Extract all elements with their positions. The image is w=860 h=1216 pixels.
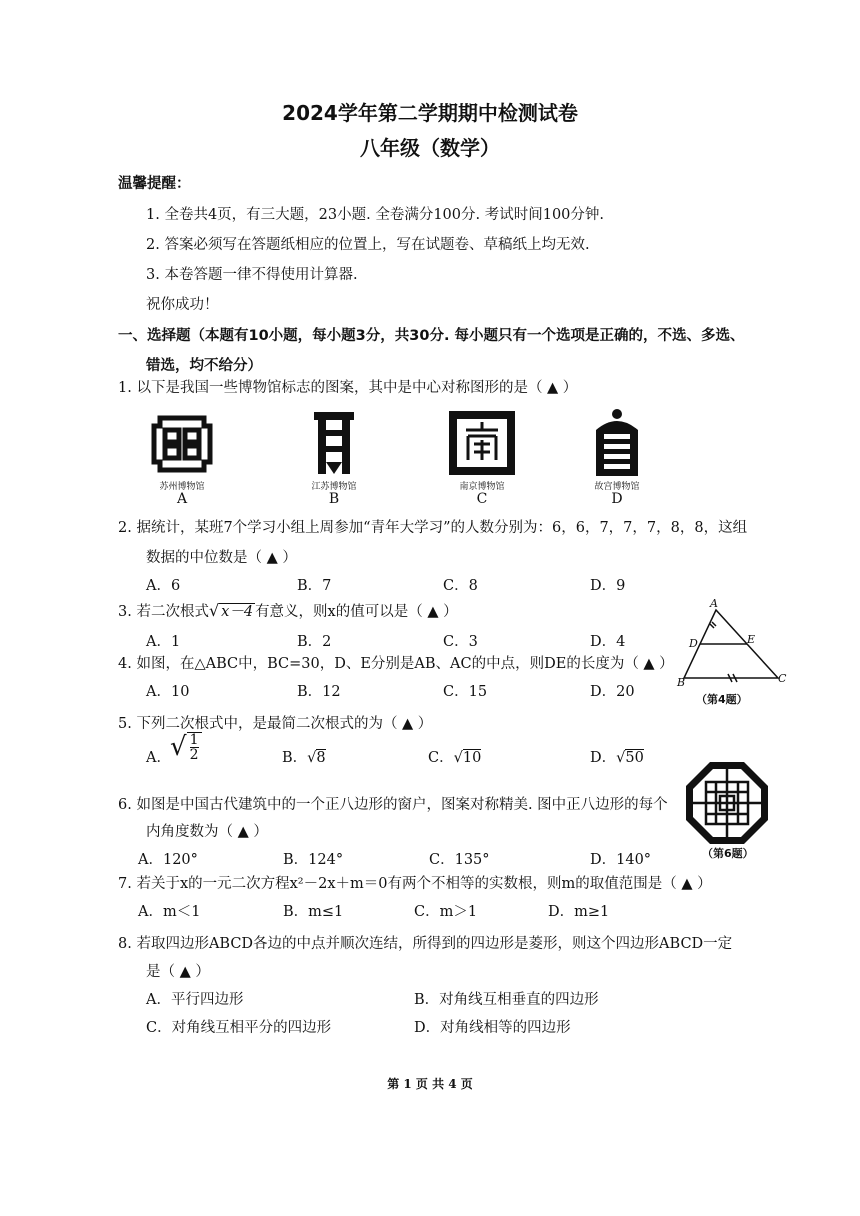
question-3-stem bbox=[118, 600, 458, 621]
option-d: D．20 bbox=[590, 684, 635, 700]
logo-caption: 苏州博物馆 bbox=[159, 482, 205, 492]
option-a: A．1 bbox=[146, 634, 181, 650]
option-d: D．140° bbox=[590, 852, 652, 868]
logo-letter: C bbox=[476, 491, 488, 507]
option-d-label: D． bbox=[590, 750, 617, 766]
option-c: C．√10 bbox=[428, 750, 482, 766]
question-1-stem: 1. 以下是我国一些博物馆标志的图案，其中是中心对称图形的是（ ▲ ） bbox=[118, 380, 578, 396]
stem-post: 有意义，则x的值可以是（ ▲ ） bbox=[255, 604, 458, 620]
suzhou-museum-logo-icon bbox=[148, 412, 216, 476]
option-c: C．m＞1 bbox=[414, 904, 478, 920]
option-b: B．12 bbox=[297, 684, 341, 700]
question-5-stem: 5. 下列二次根式中，是最简二次根式的为（ ▲ ） bbox=[118, 716, 433, 732]
triangle-figure bbox=[670, 596, 790, 704]
logo-caption: 南京博物馆 bbox=[459, 482, 505, 492]
radicand: 10 bbox=[462, 750, 482, 766]
radicand: x－4 bbox=[221, 604, 254, 620]
fraction-denominator: 2 bbox=[189, 747, 199, 763]
logo-letter: A bbox=[176, 491, 188, 507]
radicand: 8 bbox=[316, 750, 326, 766]
figure-6-caption: （第6题） bbox=[702, 847, 754, 860]
nanjing-museum-logo-icon bbox=[448, 410, 516, 476]
logo-letter: D bbox=[611, 491, 623, 507]
figure-4-caption: （第4题） bbox=[696, 693, 748, 706]
exam-subtitle: 八年级（数学） bbox=[360, 136, 500, 160]
exam-title: 2024学年第二学期期中检测试卷 bbox=[282, 101, 578, 125]
tip-item: 2. 答案必须写在答题纸相应的位置上，写在试题卷、草稿纸上均无效. bbox=[146, 237, 590, 253]
palace-museum-logo-icon bbox=[592, 408, 642, 478]
option-b: B．124° bbox=[283, 852, 344, 868]
option-d: D．4 bbox=[590, 634, 626, 650]
point-d-label: D bbox=[689, 637, 698, 650]
question-6-stem: 6. 如图是中国古代建筑中的一个正八边形的窗户，图案对称精美. 图中正八边形的每个 bbox=[118, 797, 668, 813]
point-c-label: C bbox=[778, 672, 787, 685]
option-a: A．m＜1 bbox=[138, 904, 201, 920]
point-a-label: A bbox=[710, 597, 718, 610]
sqrt-sign: √ bbox=[170, 732, 187, 762]
option-b: B．对角线互相垂直的四边形 bbox=[414, 992, 599, 1008]
logo-letter: B bbox=[328, 491, 340, 507]
logo-caption: 故宫博物馆 bbox=[594, 482, 640, 492]
option-c: C．对角线互相平分的四边形 bbox=[146, 1020, 332, 1036]
option-c-label: C． bbox=[428, 750, 454, 766]
logo-caption: 江苏博物馆 bbox=[311, 482, 357, 492]
option-b: B．m≤1 bbox=[283, 904, 344, 920]
tips-heading: 温馨提醒： bbox=[118, 176, 191, 192]
section-heading: 一、选择题（本题有10小题，每小题3分，共30分. 每小题只有一个选项是正确的，不选、多选、 bbox=[118, 328, 745, 344]
sqrt-sign: √ bbox=[208, 601, 220, 620]
option-c: C．3 bbox=[443, 634, 478, 650]
option-c: C．15 bbox=[443, 684, 488, 700]
tip-item: 1. 全卷共4页，有三大题，23小题. 全卷满分100分. 考试时间100分钟. bbox=[146, 207, 605, 223]
option-d: D．m≥1 bbox=[548, 904, 610, 920]
question-4-stem: 4. 如图，在△ABC中，BC=30，D、E分别是AB、AC的中点，则DE的长度为（ ▲ ） bbox=[118, 656, 674, 672]
question-8-stem-cont: 是（ ▲ ） bbox=[146, 964, 210, 980]
option-a-value bbox=[170, 732, 202, 762]
question-6-stem-cont: 内角度数为（ ▲ ） bbox=[146, 824, 268, 840]
option-b: B．2 bbox=[297, 634, 332, 650]
radicand: 50 bbox=[625, 750, 644, 766]
option-a: A．平行四边形 bbox=[146, 992, 244, 1008]
option-a: A．6 bbox=[146, 578, 181, 594]
jiangsu-museum-logo-icon bbox=[312, 410, 356, 478]
question-7-stem: 7. 若关于x的一元二次方程x²－2x＋m＝0有两个不相等的实数根，则m的取值范围是（ ▲ ） bbox=[118, 876, 712, 892]
option-a: A．120° bbox=[138, 852, 198, 868]
option-b-label: B． bbox=[282, 750, 308, 766]
question-8-stem: 8. 若取四边形ABCD各边的中点并顺次连结，所得到的四边形是菱形，则这个四边形ABCD一定 bbox=[118, 936, 733, 952]
option-b: B．√8 bbox=[282, 750, 326, 766]
option-d: D．9 bbox=[590, 578, 626, 594]
option-d: D．√50 bbox=[590, 750, 644, 766]
page-number: 第 1 页 共 4 页 bbox=[387, 1077, 473, 1091]
fraction-numerator: 1 bbox=[189, 732, 199, 748]
option-d: D．对角线相等的四边形 bbox=[414, 1020, 571, 1036]
octagon-window-figure bbox=[684, 760, 770, 846]
question-2-stem: 2. 据统计，某班7个学习小组上周参加“青年大学习”的人数分别为：6，6，7，7，7，8，8，这组 bbox=[118, 520, 748, 536]
point-b-label: B bbox=[677, 676, 686, 689]
fraction bbox=[187, 732, 202, 762]
tip-item: 3. 本卷答题一律不得使用计算器. bbox=[146, 267, 358, 283]
option-c: C．135° bbox=[429, 852, 490, 868]
stem-pre: 3. 若二次根式 bbox=[118, 604, 209, 620]
question-2-stem-cont: 数据的中位数是（ ▲ ） bbox=[146, 550, 297, 566]
tips-wish: 祝你成功！ bbox=[146, 297, 219, 313]
option-a: A．10 bbox=[146, 684, 190, 700]
option-b: B．7 bbox=[297, 578, 332, 594]
point-e-label: E bbox=[747, 633, 756, 646]
option-a-label: A． bbox=[146, 750, 171, 766]
option-c: C．8 bbox=[443, 578, 478, 594]
section-heading-cont: 错选，均不给分） bbox=[146, 358, 262, 374]
